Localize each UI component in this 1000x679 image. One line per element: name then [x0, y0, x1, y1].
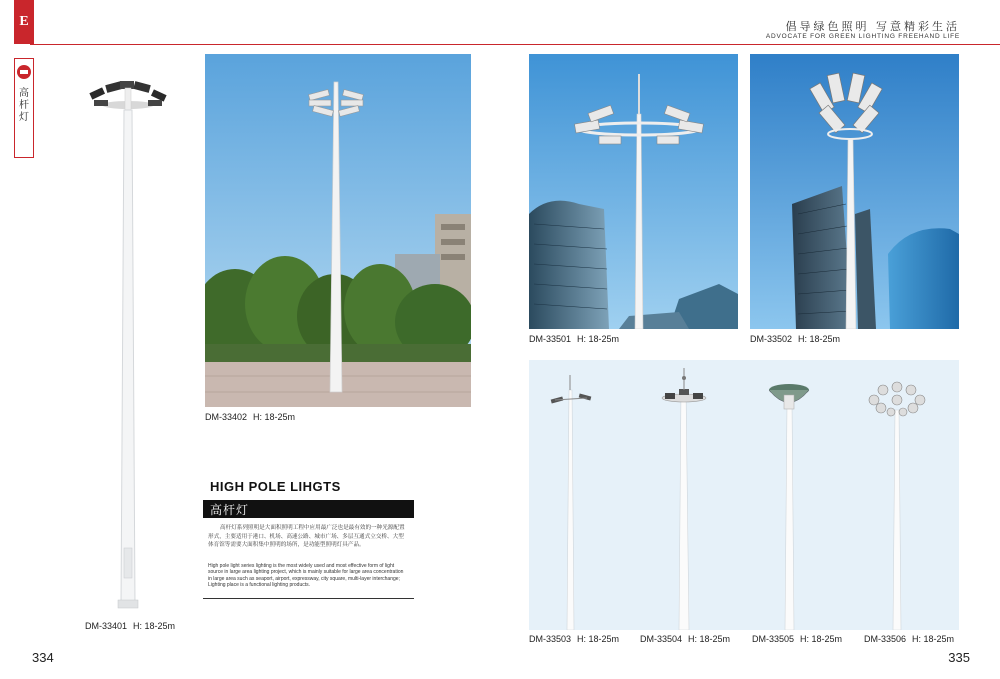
photo-dm-33502: [750, 54, 959, 329]
description-cn: 高杆灯系列照明是大面积照明工程中应用最广泛也是最有效的一种光源配置形式，主要适用于港口、机场、高速公路、城市广场、多层互通式立交桥、大型体育馆等需要大面积集中照明的场所，是功能型照明灯具产品。: [208, 525, 405, 548]
caption-dm-33501: DM-33501 H: 18-25m: [529, 334, 620, 344]
caption-dm-33505: DM-33505 H: 18-25m: [752, 634, 843, 644]
section-title-en: HIGH POLE LIHGTS: [210, 479, 341, 494]
section-rule: [203, 598, 414, 599]
header-rule: [30, 44, 1000, 45]
photo-dm-33402: [205, 54, 471, 407]
page-number-right: 335: [948, 650, 970, 665]
category-icon: [17, 65, 31, 79]
description-en: High pole light series lighting is the most widely used and most effective form of light source in large area lighting project, which is mainly suitable for large area concentration in large area such as seaport, airport, expressway, city square, multi-layer interchange; Lighting place is a functional lighting products.: [208, 563, 404, 588]
caption-dm-33506: DM-33506 H: 18-25m: [864, 634, 955, 644]
product-image-dm-33401: [80, 78, 180, 618]
section-letter: E: [19, 14, 29, 29]
product-image-dm-33504: [662, 368, 706, 630]
caption-dm-33402: DM-33402 H: 18-25m: [205, 412, 296, 422]
caption-dm-33502: DM-33502 H: 18-25m: [750, 334, 841, 344]
product-image-dm-33503: [551, 375, 592, 630]
slogan-english: ADVOCATE FOR GREEN LIGHTING FREEHAND LIFE: [765, 33, 960, 40]
caption-dm-33503: DM-33503 H: 18-25m: [529, 634, 620, 644]
photo-dm-33501: [529, 54, 738, 329]
category-label: 高杆灯: [19, 88, 29, 123]
product-image-dm-33505: [769, 384, 809, 630]
product-image-dm-33506: [869, 382, 925, 630]
caption-dm-33401: DM-33401 H: 18-25m: [85, 621, 176, 631]
section-tab: [14, 0, 34, 44]
studio-panel: [529, 360, 959, 630]
section-title-cn: 高杆灯: [210, 503, 250, 517]
page-number-left: 334: [32, 650, 54, 665]
slogan-chinese: 倡导绿色照明 写意精彩生活: [785, 20, 960, 33]
caption-dm-33504: DM-33504 H: 18-25m: [640, 634, 731, 644]
